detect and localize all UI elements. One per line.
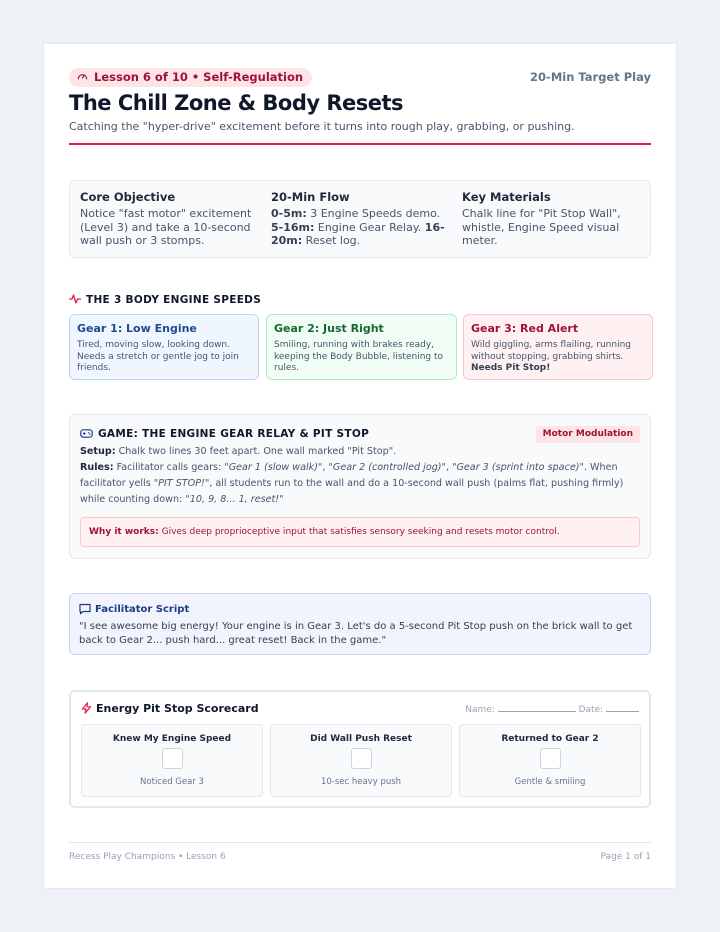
gamepad-icon: [80, 428, 93, 439]
page-content: [69, 44, 651, 888]
motor-badge: Motor Modulation: [536, 426, 640, 443]
page-subtitle: Catching the "hyper-drive" excitement before it turns into rough play, grabbing, or pushing.: [69, 120, 575, 133]
score-cell-wall-push: [270, 724, 452, 797]
gear-card-3: [463, 314, 653, 380]
scorecard-title-label: Energy Pit Stop Scorecard: [96, 702, 259, 715]
pulse-icon: [69, 293, 81, 305]
rules-gear-1: "Gear 1 (slow walk)": [224, 462, 323, 473]
name-date-fields: [465, 704, 639, 715]
chat-bubble-icon: [79, 603, 91, 615]
flow-heading: 20-Min Flow: [271, 190, 350, 204]
scorecard: [69, 690, 651, 808]
rules-t5: , all students run to the wall and do a 10-second wall push (palms flat, pushing firmly) while counting down:: [80, 478, 624, 505]
score-cell-title: Returned to Gear 2: [501, 734, 599, 744]
core-objective-heading: Core Objective: [80, 190, 176, 204]
game-box: [69, 414, 651, 559]
why-label: Why it works:: [89, 527, 159, 537]
rules-t1: Facilitator calls gears:: [113, 462, 225, 473]
score-cell-title: Knew My Engine Speed: [112, 734, 232, 744]
setup-text: Chalk two lines 30 feet apart. One wall marked "Pit Stop".: [115, 446, 397, 457]
gauge-icon: [77, 71, 88, 82]
lightning-icon: [81, 702, 92, 714]
header-divider: [69, 143, 651, 145]
rules-gear-2: "Gear 2 (controlled jog)": [328, 462, 446, 473]
script-heading: [79, 603, 189, 615]
key-materials-heading: Key Materials: [462, 190, 551, 204]
game-setup: [80, 444, 640, 460]
overview-box: [69, 180, 651, 258]
script-text: "I see awesome big energy! Your engine is in Gear 3. Let's do a 5-second Pit Stop push on the brick wall to get back to Gear 2... push hard... great reset! Back in the game.": [79, 621, 633, 646]
flow-seg-3-text: Reset log.: [302, 234, 361, 247]
score-cell-title: Did Wall Push Reset: [310, 734, 412, 744]
flow-seg-2-label: 5-16m:: [271, 220, 315, 234]
facilitator-script: [69, 593, 651, 655]
score-cell-engine-speed: [81, 724, 263, 797]
gear-3-body: Wild giggling, arms flailing, running without stopping, grabbing shirts.: [471, 340, 631, 362]
rules-pit-stop: "PIT STOP!": [153, 478, 210, 489]
why-it-works: [80, 517, 640, 547]
flow: [271, 190, 449, 248]
setup-label: Setup:: [80, 446, 116, 457]
flow-seg-2-text: Engine Gear Relay.: [314, 220, 425, 234]
footer-left: Recess Play Champions • Lesson 6: [69, 852, 226, 862]
key-materials-text: Chalk line for "Pit Stop Wall", whistle, Engine Speed visual meter.: [462, 207, 621, 247]
score-cell-gear-2: [459, 724, 641, 797]
rules-t3: ,: [445, 462, 453, 473]
score-cell-note: Gentle & smiling: [514, 777, 586, 787]
gear-2-text: Smiling, running with brakes ready, keeping the Body Bubble, listening to rules.: [274, 340, 444, 373]
gear-card-1: [69, 314, 259, 380]
gear-3-text: [471, 340, 645, 375]
flow-seg-3-label: 16-20m:: [271, 220, 445, 247]
rules-label: Rules:: [80, 462, 114, 473]
key-materials: [462, 190, 647, 248]
rules-t2: ,: [322, 462, 329, 473]
score-cell-note: 10-sec heavy push: [320, 777, 402, 787]
rules-countdown: "10, 9, 8... 1, reset!": [185, 494, 284, 505]
gear-2-title: Gear 2: Just Right: [274, 322, 384, 335]
gear-3-callout: Needs Pit Stop!: [471, 363, 551, 373]
date-field[interactable]: [606, 704, 639, 712]
wall-push-checkbox[interactable]: [351, 748, 372, 769]
date-label: Date:: [578, 705, 604, 715]
name-field[interactable]: [498, 704, 576, 712]
name-label: Name:: [465, 705, 495, 715]
flow-seg-1-text: 3 Engine Speeds demo.: [306, 207, 441, 220]
speeds-heading-label: THE 3 BODY ENGINE SPEEDS: [86, 294, 262, 306]
footer-page-number: Page 1 of 1: [600, 852, 651, 862]
lesson-pill: [69, 68, 312, 87]
game-rules: [80, 460, 640, 508]
core-objective-text: Notice "fast motor" excitement (Level 3) and take a 10-second wall push or 3 stomps.: [80, 207, 252, 247]
gear-3-title: Gear 3: Red Alert: [471, 322, 579, 335]
lesson-pill-label: Lesson 6 of 10 • Self-Regulation: [94, 70, 304, 84]
engine-speed-checkbox[interactable]: [162, 748, 183, 769]
flow-seg-1-label: 0-5m:: [271, 207, 307, 220]
footer-divider: [69, 842, 651, 843]
gear-1-title: Gear 1: Low Engine: [77, 322, 197, 335]
header-top-row: [69, 68, 651, 88]
page-title: The Chill Zone & Body Resets: [69, 91, 404, 115]
script-heading-label: Facilitator Script: [95, 604, 190, 615]
flow-text: [271, 207, 449, 248]
gear-1-text: Tired, moving slow, looking down. Needs a stretch or gentle jog to join friends.: [77, 340, 239, 373]
gear-2-checkbox[interactable]: [540, 748, 561, 769]
rules-t4: . When facilitator yells: [80, 462, 618, 489]
score-cell-note: Noticed Gear 3: [140, 777, 204, 787]
speeds-heading: [69, 293, 261, 306]
target-time: 20-Min Target Play: [530, 70, 651, 84]
game-heading-label: GAME: THE ENGINE GEAR RELAY & PIT STOP: [98, 428, 370, 440]
lesson-page: [43, 43, 677, 889]
core-objective: [80, 190, 260, 248]
gear-card-2: [266, 314, 457, 380]
scorecard-title: [81, 702, 259, 715]
why-text: Gives deep proprioceptive input that satisfies sensory seeking and resets motor control.: [158, 527, 560, 537]
game-heading: [80, 428, 369, 440]
rules-gear-3: "Gear 3 (sprint into space)": [452, 462, 584, 473]
